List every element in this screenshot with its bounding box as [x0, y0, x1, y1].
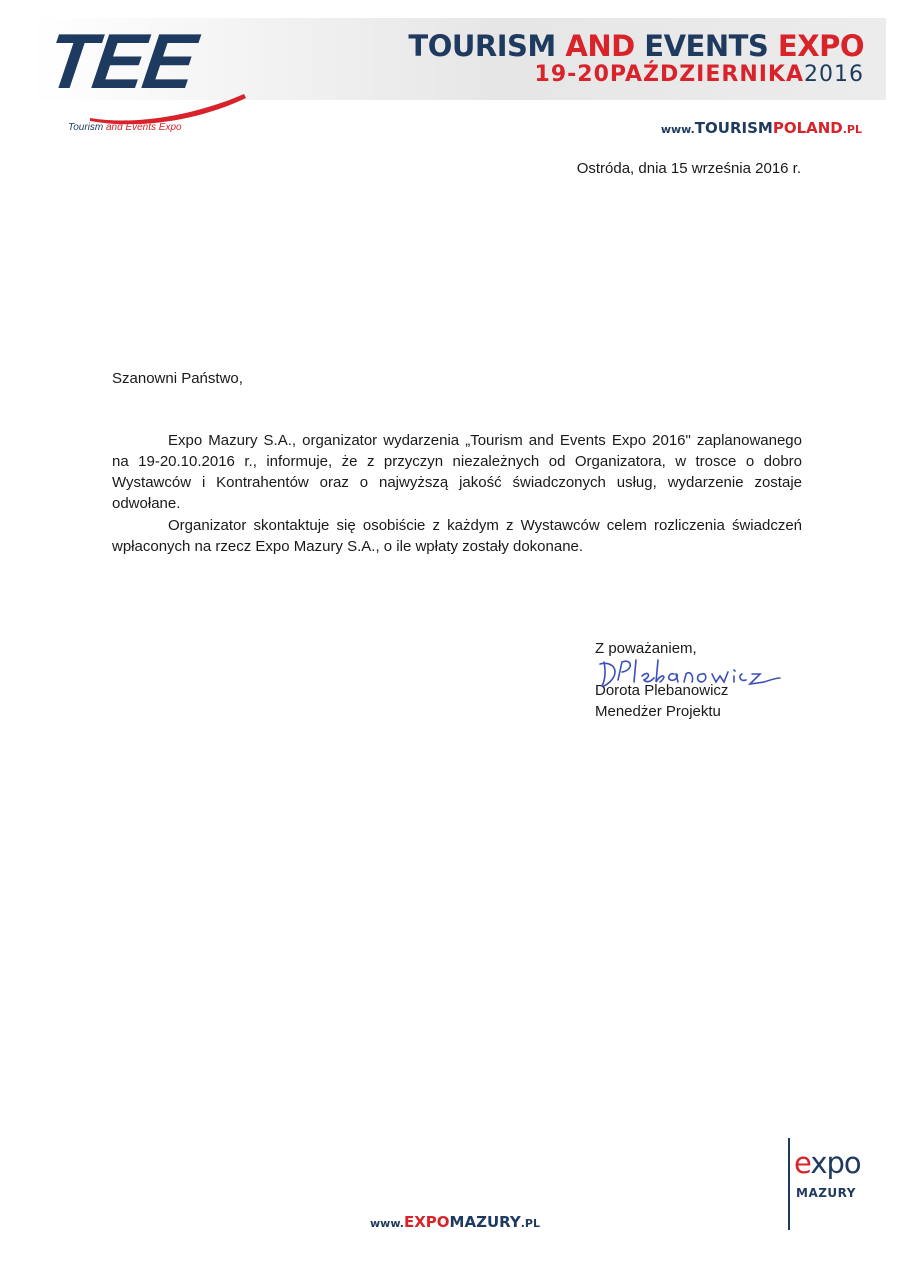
event-name: TOURISM AND EVENTS EXPO — [408, 29, 864, 63]
signatory-name: Dorota Plebanowicz — [595, 682, 729, 699]
signatory-role: Menedżer Projektu — [595, 703, 721, 720]
tee-logo-letters: TEE — [41, 17, 200, 105]
paragraph-2: Organizator skontaktuje się osobiście z każdym z Wystawców celem rozliczenia świadczeń wpłaconych na rzecz Expo Mazury S.A., o ile wpłaty zostały dokonane. — [112, 517, 802, 555]
salutation: Szanowni Państwo, — [112, 370, 243, 387]
handwritten-signature — [592, 654, 782, 694]
expo-logo-subtitle: MAZURY — [796, 1186, 856, 1200]
closing: Z poważaniem, — [595, 640, 697, 657]
header-website-link[interactable]: www.TOURISMPOLAND.PL — [660, 119, 862, 137]
paragraph-1: Expo Mazury S.A., organizator wydarzenia „Tourism and Events Expo 2016" zaplanowanego na 19-20.10.2016 r., informuje, że z przyczyn niezależnych od Organizatora, w trosce o dobro Wystawców i Kontrahentów oraz o najwyższą jakość świadczonych usług, wydarzenie zostaje odwołane. — [112, 432, 802, 512]
tee-logo — [41, 17, 258, 140]
footer-website-link[interactable]: www.EXPOMAZURY.PL — [370, 1213, 540, 1231]
expo-logo-word: expo — [794, 1146, 861, 1180]
event-title — [408, 30, 864, 88]
place-and-date: Ostróda, dnia 15 września 2016 r. — [576, 160, 801, 177]
tee-logo-tagline: Tourism and Events Expo — [68, 122, 182, 133]
event-dates: 19-20PAŹDZIERNIKA2016 — [534, 62, 864, 87]
